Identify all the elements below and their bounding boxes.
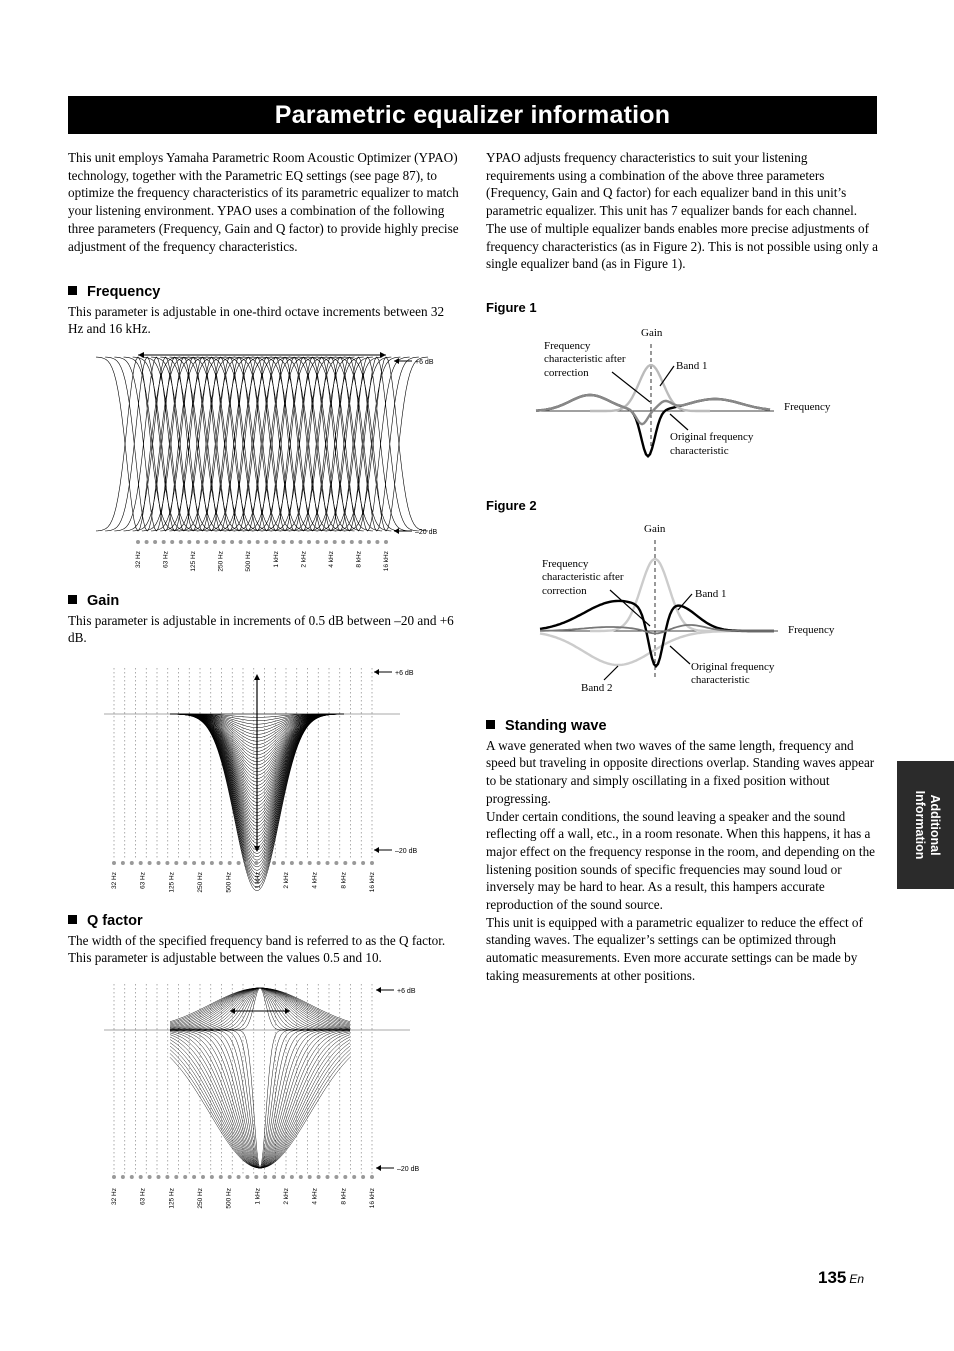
band-dot bbox=[210, 861, 214, 865]
cut-curve bbox=[298, 357, 382, 531]
boost-curve bbox=[124, 357, 208, 531]
boost-curve bbox=[271, 357, 355, 531]
standing-wave-p2: Under certain conditions, the sound leaving a speaker and the sound reflecting off a wall, etc., in a room resonate. When this happens, it has a major effect on the frequency response in the room, and depending on the listening position sounds of specific frequencies may sound loud or inversely may be hard to hear. As a result, this hampers accurate reproduction of the sound source. bbox=[486, 808, 876, 913]
band-dot bbox=[183, 861, 187, 865]
band-dot bbox=[121, 861, 125, 865]
q-cut-curve bbox=[170, 1032, 350, 1168]
band-dot bbox=[136, 540, 140, 544]
cut-curve bbox=[188, 357, 272, 531]
band-dot bbox=[213, 540, 217, 544]
q-factor-graph bbox=[104, 978, 424, 1218]
band-dot bbox=[162, 540, 166, 544]
q-heading: Q factor bbox=[68, 913, 460, 931]
band-dot bbox=[272, 861, 276, 865]
tick-label: 63 Hz bbox=[139, 1188, 147, 1205]
boost-curve bbox=[280, 357, 364, 531]
band-dot bbox=[256, 540, 260, 544]
page-title: Parametric equalizer information bbox=[68, 96, 877, 134]
boost-curve bbox=[344, 357, 428, 531]
fig1-orig-label-2: characteristic bbox=[670, 445, 729, 457]
band-dot bbox=[343, 861, 347, 865]
band-dot bbox=[281, 1175, 285, 1179]
cut-curve bbox=[170, 357, 254, 531]
band-dot bbox=[361, 1175, 365, 1179]
boost-curve bbox=[142, 357, 226, 531]
band-dot bbox=[170, 540, 174, 544]
cut-curve bbox=[133, 357, 217, 531]
section-side-tab bbox=[897, 761, 954, 889]
fig2-after-label-1: Frequency bbox=[542, 558, 589, 570]
band-dot bbox=[201, 861, 205, 865]
fig1-after-label-2: characteristic after bbox=[544, 353, 626, 365]
band-dot bbox=[245, 1175, 249, 1179]
standing-wave-heading: Standing wave bbox=[486, 718, 878, 736]
tick-label: 500 Hz bbox=[245, 551, 253, 572]
q-section bbox=[68, 913, 460, 967]
q-boost-curve bbox=[170, 988, 350, 1029]
band-dot bbox=[333, 540, 337, 544]
figure2-diagram bbox=[530, 518, 850, 698]
band-dot bbox=[334, 1175, 338, 1179]
band1-curve bbox=[590, 365, 710, 411]
band-dot bbox=[324, 540, 328, 544]
q-cut-curve bbox=[170, 1053, 350, 1168]
band-dot bbox=[219, 861, 223, 865]
page-number bbox=[818, 1268, 864, 1288]
q-cut-curve bbox=[170, 1040, 350, 1168]
standing-wave-section bbox=[486, 718, 878, 985]
bullet-square-icon bbox=[68, 915, 77, 924]
band-dot bbox=[219, 1175, 223, 1179]
cut-curve bbox=[179, 357, 263, 531]
cut-curve bbox=[225, 357, 309, 531]
cut-curve bbox=[105, 357, 189, 531]
boost-curve bbox=[225, 357, 309, 531]
band2-curve bbox=[540, 631, 774, 665]
cut-curve bbox=[206, 357, 290, 531]
cut-curve bbox=[243, 357, 327, 531]
band-dot bbox=[367, 540, 371, 544]
tick-label: 1 kHz bbox=[254, 872, 262, 889]
q-cut-curve bbox=[170, 1031, 350, 1168]
tick-label: 125 Hz bbox=[190, 551, 198, 572]
band-dot bbox=[299, 1175, 303, 1179]
band-dot bbox=[247, 540, 251, 544]
bullet-square-icon bbox=[68, 595, 77, 604]
band-dot bbox=[317, 861, 321, 865]
q-boost-curve bbox=[170, 988, 350, 1025]
boost-curve bbox=[335, 357, 419, 531]
cut-curve bbox=[234, 357, 318, 531]
cut-curve bbox=[326, 357, 410, 531]
boost-curve bbox=[188, 357, 272, 531]
cut-curve bbox=[96, 357, 180, 531]
q-cut-curve bbox=[170, 1043, 350, 1168]
cut-curve bbox=[271, 357, 355, 531]
band-dot bbox=[121, 1175, 125, 1179]
band-dot bbox=[254, 861, 258, 865]
q-boost-curve bbox=[170, 988, 350, 1023]
minus20-arrowhead bbox=[374, 847, 379, 853]
fig2-after-label-2: characteristic after bbox=[542, 571, 624, 583]
band-dot bbox=[210, 1175, 214, 1179]
page-language: En bbox=[849, 1272, 865, 1286]
band-dot bbox=[343, 1175, 347, 1179]
band-dot bbox=[352, 861, 356, 865]
band-dot bbox=[196, 540, 200, 544]
band-dot bbox=[148, 1175, 152, 1179]
range-arrowhead-left bbox=[138, 352, 144, 358]
boost-curve bbox=[105, 357, 189, 531]
plus6-label: +6 dB bbox=[397, 988, 416, 995]
band-dot bbox=[326, 1175, 330, 1179]
cut-curve bbox=[151, 357, 235, 531]
minus20-arrowhead bbox=[376, 1165, 381, 1171]
gain-heading: Gain bbox=[68, 593, 460, 611]
cut-curve bbox=[316, 357, 400, 531]
figure2-label: Figure 2 bbox=[486, 498, 537, 513]
q-boost-curve bbox=[170, 988, 350, 1022]
tick-label: 1 kHz bbox=[254, 1188, 262, 1205]
gain-arrowhead-up bbox=[254, 674, 260, 680]
band1-pointer bbox=[660, 366, 674, 386]
boost-curve bbox=[151, 357, 235, 531]
band-dot bbox=[316, 540, 320, 544]
minus20-arrowhead bbox=[394, 528, 399, 534]
tick-label: 500 Hz bbox=[225, 1188, 233, 1209]
band-dot bbox=[290, 1175, 294, 1179]
original-curve bbox=[536, 395, 770, 456]
fig1-band1-label: Band 1 bbox=[676, 360, 708, 372]
figure1-label: Figure 1 bbox=[486, 300, 537, 315]
tick-label: 8 kHz bbox=[340, 1188, 348, 1205]
band-dot bbox=[375, 540, 379, 544]
boost-curve bbox=[197, 357, 281, 531]
band-dot bbox=[237, 1175, 241, 1179]
tick-label: 16 kHz bbox=[369, 872, 376, 893]
fig1-after-label-1: Frequency bbox=[544, 340, 591, 352]
band-dot bbox=[192, 1175, 196, 1179]
range-arrowhead-right bbox=[380, 352, 386, 358]
page-number-value: 135 bbox=[818, 1268, 847, 1287]
after-pointer bbox=[610, 590, 650, 626]
minus20-label: –20 dB bbox=[397, 1166, 420, 1173]
gain-body: This parameter is adjustable in increments of 0.5 dB between –20 and +6 dB. bbox=[68, 612, 454, 646]
band-dot bbox=[334, 861, 338, 865]
tick-label: 4 kHz bbox=[311, 872, 319, 889]
boost-curve bbox=[243, 357, 327, 531]
tick-label: 8 kHz bbox=[355, 551, 363, 568]
tick-label: 32 Hz bbox=[111, 1188, 118, 1205]
band-dot bbox=[230, 540, 234, 544]
minus20-label: –20 dB bbox=[415, 529, 438, 536]
bullet-square-icon bbox=[68, 286, 77, 295]
gain-section bbox=[68, 593, 460, 647]
cut-curve bbox=[124, 357, 208, 531]
band-dot bbox=[273, 540, 277, 544]
band-dot bbox=[358, 540, 362, 544]
q-cut-curve bbox=[170, 1033, 350, 1168]
boost-curve bbox=[326, 357, 410, 531]
fig2-frequency-label: Frequency bbox=[788, 624, 835, 636]
band-dot bbox=[228, 861, 232, 865]
tick-label: 32 Hz bbox=[111, 872, 118, 889]
tick-label: 250 Hz bbox=[197, 872, 204, 893]
boost-curve bbox=[215, 357, 299, 531]
band-dot bbox=[153, 540, 157, 544]
tick-label: 4 kHz bbox=[327, 551, 335, 568]
boost-curve bbox=[234, 357, 318, 531]
cut-curve bbox=[142, 357, 226, 531]
minus20-label: –20 dB bbox=[395, 848, 418, 855]
standing-wave-p1: A wave generated when two waves of the same length, frequency and speed but traveling in opposite directions overlap. Standing waves appear to be stationary and simply oscillating in a fixed position without progressing. bbox=[486, 737, 875, 806]
cut-curve bbox=[252, 357, 336, 531]
fig1-frequency-label: Frequency bbox=[784, 401, 831, 413]
band-dot bbox=[299, 540, 303, 544]
left-column-intro bbox=[68, 149, 460, 255]
band-dot bbox=[361, 861, 365, 865]
boost-curve bbox=[160, 357, 244, 531]
band-dot bbox=[139, 1175, 143, 1179]
band-dot bbox=[192, 861, 196, 865]
band-dot bbox=[148, 861, 152, 865]
boost-curve bbox=[179, 357, 263, 531]
fig1-after-label-3: correction bbox=[544, 367, 589, 379]
intro-paragraph: This unit employs Yamaha Parametric Room Acoustic Optimizer (YPAO) technology, together with the Parametric EQ settings (see page 87), to optimize the frequency characteristics of its parametric equalizer to match your listening environment. YPAO uses a combination of the following three parameters (Frequency, Gain and Q factor) to provide highly precise adjustment of the frequency characteristics. bbox=[68, 150, 459, 254]
tick-label: 32 Hz bbox=[135, 551, 142, 568]
q-boost-curve bbox=[170, 988, 350, 1029]
original-pointer bbox=[670, 646, 690, 664]
tick-label: 125 Hz bbox=[168, 1188, 176, 1209]
tick-label: 16 kHz bbox=[369, 1188, 376, 1209]
fig1-gain-label: Gain bbox=[641, 327, 663, 339]
band-dot bbox=[308, 1175, 312, 1179]
cut-curve bbox=[261, 357, 345, 531]
boost-curve bbox=[261, 357, 345, 531]
band-dot bbox=[157, 1175, 161, 1179]
tick-label: 16 kHz bbox=[383, 551, 390, 572]
fig2-gain-label: Gain bbox=[644, 523, 666, 535]
frequency-body: This parameter is adjustable in one-third octave increments between 32 Hz and 16 kHz. bbox=[68, 303, 445, 337]
bullet-square-icon bbox=[486, 720, 495, 729]
tick-label: 500 Hz bbox=[225, 872, 233, 893]
band-dot bbox=[263, 1175, 267, 1179]
band2-pointer bbox=[604, 666, 618, 680]
tick-label: 8 kHz bbox=[340, 872, 348, 889]
q-cut-curve bbox=[170, 1046, 350, 1168]
cut-curve bbox=[215, 357, 299, 531]
boost-curve bbox=[289, 357, 373, 531]
band-dot bbox=[341, 540, 345, 544]
side-tab-label: Additional Information bbox=[913, 790, 942, 860]
band-dot bbox=[281, 540, 285, 544]
standing-wave-p3: This unit is equipped with a parametric equalizer to reduce the effect of standing waves. The equalizer’s settings can be optimized through automatic measurements. Even more accurate settings can be made by taking measurements at other positions. bbox=[486, 914, 863, 983]
band-dot bbox=[183, 1175, 187, 1179]
boost-curve bbox=[316, 357, 400, 531]
band-dot bbox=[263, 861, 267, 865]
band-dot bbox=[281, 861, 285, 865]
tick-label: 2 kHz bbox=[300, 551, 308, 568]
band-dot bbox=[237, 861, 241, 865]
fig1-orig-label-1: Original frequency bbox=[670, 431, 754, 443]
cut-curve bbox=[335, 357, 419, 531]
band-dot bbox=[174, 1175, 178, 1179]
right-intro-p2: The use of multiple equalizer bands enables more precise adjustments of frequency characteristics (as in Figure 2). This is not possible using only a single equalizer band (as in Figure 1). bbox=[486, 220, 878, 272]
band-dot bbox=[264, 540, 268, 544]
original-pointer bbox=[670, 414, 688, 430]
tick-label: 1 kHz bbox=[272, 551, 280, 568]
tick-label: 2 kHz bbox=[283, 1188, 290, 1205]
band-dot bbox=[326, 861, 330, 865]
band-dot bbox=[352, 1175, 356, 1179]
band-dot bbox=[239, 540, 243, 544]
fig2-band2-label: Band 2 bbox=[581, 682, 613, 694]
fig2-orig-label-2: characteristic bbox=[691, 674, 750, 686]
q-cut-curve bbox=[170, 1057, 350, 1168]
band-dot bbox=[112, 1175, 116, 1179]
band-dot bbox=[204, 540, 208, 544]
band-dot bbox=[179, 540, 183, 544]
band-dot bbox=[187, 540, 191, 544]
band-dot bbox=[317, 1175, 321, 1179]
band-dot bbox=[112, 861, 116, 865]
plus6-arrowhead bbox=[374, 669, 379, 675]
fig2-after-label-3: correction bbox=[542, 585, 587, 597]
frequency-heading: Frequency bbox=[68, 284, 460, 302]
tick-label: 250 Hz bbox=[217, 551, 225, 572]
boost-curve bbox=[133, 357, 217, 531]
q-boost-curve bbox=[170, 988, 350, 1030]
band-dot bbox=[370, 1175, 374, 1179]
fig2-orig-label-1: Original frequency bbox=[691, 661, 775, 673]
boost-curve bbox=[96, 357, 180, 531]
band-dot bbox=[290, 861, 294, 865]
band-dot bbox=[130, 861, 134, 865]
cut-curve bbox=[114, 357, 198, 531]
band-dot bbox=[290, 540, 294, 544]
frequency-graph bbox=[96, 345, 436, 577]
q-cut-curve bbox=[170, 1035, 350, 1168]
figure1-diagram bbox=[530, 322, 850, 472]
tick-label: 63 Hz bbox=[139, 872, 147, 889]
boost-curve bbox=[307, 357, 391, 531]
band-dot bbox=[350, 540, 354, 544]
cut-curve bbox=[160, 357, 244, 531]
boost-curve bbox=[298, 357, 382, 531]
band-dot bbox=[307, 540, 311, 544]
band-dot bbox=[165, 861, 169, 865]
plus6-arrowhead bbox=[376, 987, 381, 993]
cut-curve bbox=[289, 357, 373, 531]
q-body: The width of the specified frequency band is referred to as the Q factor. This parameter is adjustable between the values 0.5 and 10. bbox=[68, 932, 446, 966]
tick-label: 250 Hz bbox=[197, 1188, 204, 1209]
cut-curve bbox=[197, 357, 281, 531]
band-dot bbox=[145, 540, 149, 544]
tick-label: 2 kHz bbox=[283, 872, 290, 889]
band-dot bbox=[254, 1175, 258, 1179]
frequency-section bbox=[68, 284, 460, 338]
band-dot bbox=[139, 861, 143, 865]
band-dot bbox=[201, 1175, 205, 1179]
plus6-label: +6 dB bbox=[395, 670, 414, 677]
plus6-label: +6 dB bbox=[415, 359, 434, 366]
band-dot bbox=[157, 861, 161, 865]
band-dot bbox=[130, 1175, 134, 1179]
boost-curve bbox=[206, 357, 290, 531]
boost-curve bbox=[170, 357, 254, 531]
band-dot bbox=[384, 540, 388, 544]
band-dot bbox=[174, 861, 178, 865]
tick-label: 63 Hz bbox=[162, 551, 170, 568]
band-dot bbox=[222, 540, 226, 544]
cut-curve bbox=[280, 357, 364, 531]
q-boost-curve bbox=[170, 988, 350, 1027]
cut-curve bbox=[344, 357, 428, 531]
tick-label: 4 kHz bbox=[311, 1188, 319, 1205]
gain-graph bbox=[104, 660, 424, 900]
right-column-intro bbox=[486, 149, 878, 273]
tick-label: 125 Hz bbox=[168, 872, 176, 893]
band-dot bbox=[370, 861, 374, 865]
boost-curve bbox=[252, 357, 336, 531]
band-dot bbox=[272, 1175, 276, 1179]
band-dot bbox=[308, 861, 312, 865]
band-dot bbox=[165, 1175, 169, 1179]
corrected-curve bbox=[536, 395, 770, 424]
right-intro-p1: YPAO adjusts frequency characteristics to suit your listening requirements using a combination of the above three parameters (Frequency, Gain and Q factor) for each equalizer band in this unit’s parametric equalizer. This unit has 7 equalizer bands for each channel. bbox=[486, 150, 858, 219]
fig2-band1-label: Band 1 bbox=[695, 588, 727, 600]
band-dot bbox=[245, 861, 249, 865]
boost-curve bbox=[114, 357, 198, 531]
cut-curve bbox=[307, 357, 391, 531]
band-dot bbox=[299, 861, 303, 865]
band-dot bbox=[228, 1175, 232, 1179]
